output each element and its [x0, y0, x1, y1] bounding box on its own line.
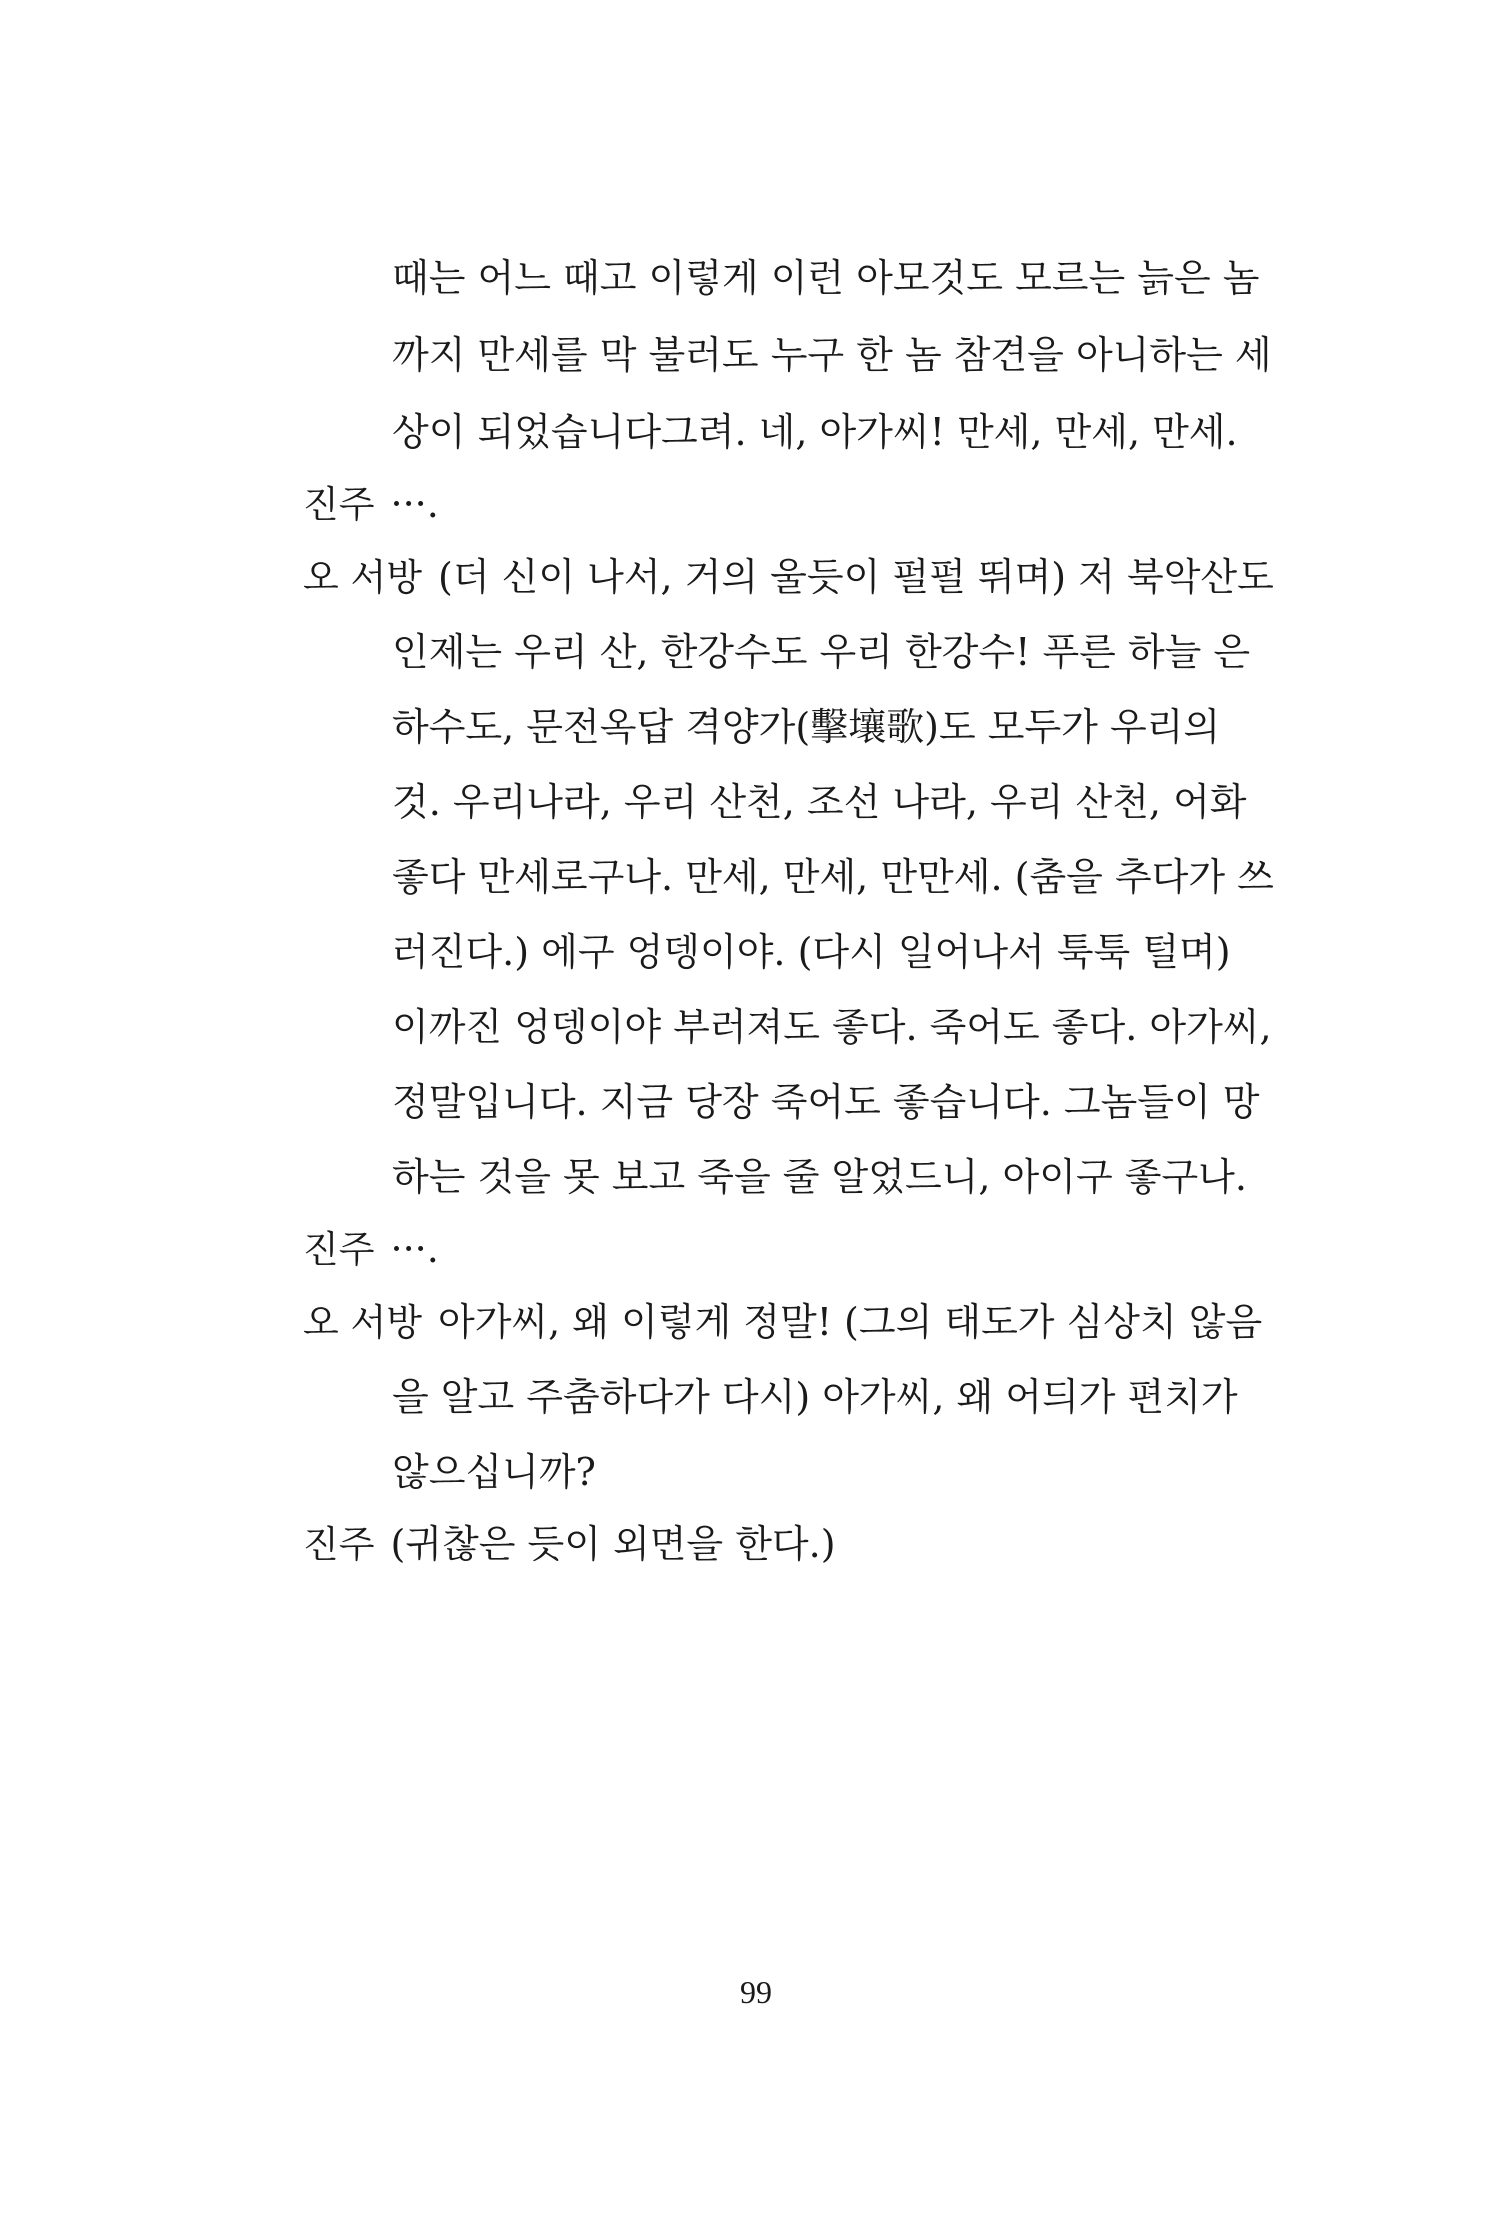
- dialogue-text: (귀찮은 듯이 외면을 한다.): [390, 1522, 836, 1566]
- dialogue-text: ···.: [390, 1227, 439, 1271]
- speaker-name: 진주: [303, 1523, 375, 1566]
- dialogue-line: 때는 어느 때고 이렇게 이런 아모것도 모르는 늙은 놈: [392, 256, 1260, 300]
- speaker-name: 진주: [303, 1228, 375, 1271]
- dialogue-text: (더 신이 나서, 거의 울듯이 펄펄 뛰며) 저 북악산도: [438, 555, 1274, 599]
- dialogue-line: 않으십니까?: [392, 1450, 596, 1494]
- dialogue-line: [303, 553, 1274, 602]
- dialogue-line: 정말입니다. 지금 당장 죽어도 좋습니다. 그놈들이 망: [392, 1080, 1260, 1124]
- dialogue-text: 아가씨, 왜 이렇게 정말! (그의 태도가 심상치 않음: [438, 1300, 1263, 1344]
- dialogue-line: 인제는 우리 산, 한강수도 우리 한강수! 푸른 하늘 은: [392, 630, 1251, 674]
- dialogue-line: 좋다 만세로구나. 만세, 만세, 만만세. (춤을 추다가 쓰: [392, 855, 1274, 899]
- dialogue-line: 까지 만세를 막 불러도 누구 한 놈 참견을 아니하는 세: [392, 333, 1272, 377]
- dialogue-line: 하수도, 문전옥답 격양가(擊壤歌)도 모두가 우리의: [392, 705, 1221, 749]
- dialogue-line: 상이 되었습니다그려. 네, 아가씨! 만세, 만세, 만세.: [392, 410, 1238, 454]
- dialogue-line: [303, 1298, 1262, 1347]
- dialogue-line: [303, 1225, 439, 1274]
- dialogue-line: [303, 480, 439, 529]
- dialogue-line: 이까진 엉뎅이야 부러져도 좋다. 죽어도 좋다. 아가씨,: [392, 1005, 1272, 1049]
- dialogue-line: [303, 1520, 836, 1569]
- dialogue-line: 하는 것을 못 보고 죽을 줄 알었드니, 아이구 좋구나.: [392, 1155, 1247, 1199]
- speaker-name: 오 서방: [303, 1301, 422, 1344]
- speaker-name: 오 서방: [303, 556, 422, 599]
- dialogue-line: 러진다.) 에구 엉뎅이야. (다시 일어나서 툭툭 털며): [392, 930, 1231, 974]
- dialogue-text: ···.: [390, 482, 439, 526]
- dialogue-line: 을 알고 주춤하다가 다시) 아가씨, 왜 어듸가 편치가: [392, 1375, 1238, 1419]
- page-number: 99: [740, 1974, 772, 2010]
- speaker-name: 진주: [303, 483, 375, 526]
- dialogue-line: 것. 우리나라, 우리 산천, 조선 나라, 우리 산천, 어화: [392, 780, 1247, 824]
